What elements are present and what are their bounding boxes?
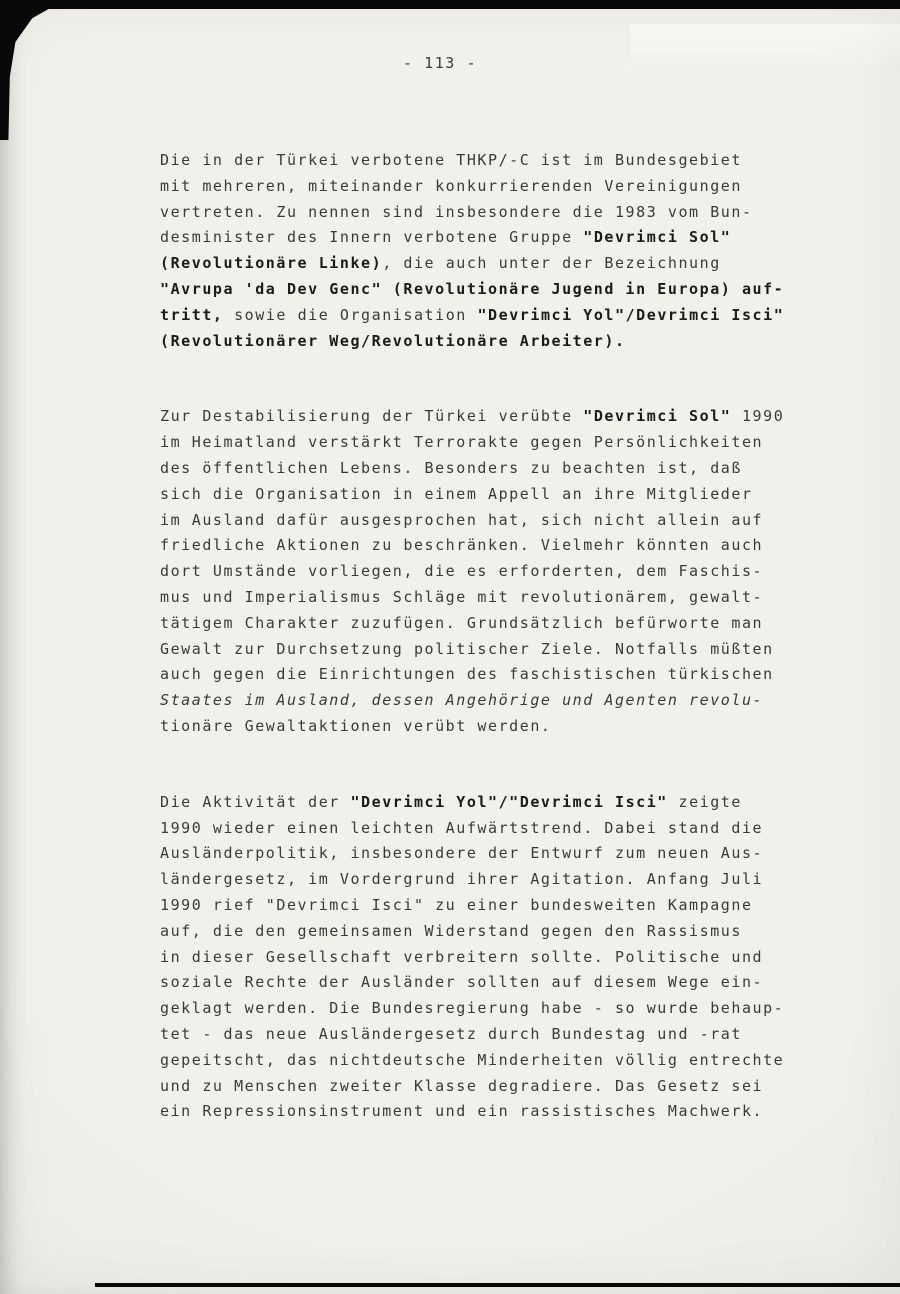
text-segment: , die auch unter der Bezeichnung (382, 254, 721, 273)
text-line (160, 970, 820, 996)
text-line (160, 893, 820, 919)
text-segment: Staates im Ausland, dessen Angehörige und Agenten revolu- (160, 691, 764, 710)
text-segment: gepeitscht, das nichtdeutsche Minderheiten völlig entrechte (160, 1050, 785, 1069)
text-line (160, 996, 820, 1022)
text-line (160, 456, 820, 482)
page-content (160, 50, 820, 1175)
text-segment: Ausländerpolitik, insbesondere der Entwurf zum neuen Aus- (160, 844, 764, 863)
text-segment: zeigte (667, 792, 742, 811)
text-line (160, 225, 820, 251)
scan-corner-artifact (0, 0, 70, 140)
text-segment: vertreten. Zu nennen sind insbesondere die 1983 vom Bun- (160, 202, 753, 221)
text-line (160, 430, 820, 456)
text-line (160, 533, 820, 559)
text-segment: 1990 rief "Devrimci Isci" zu einer bundesweiten Kampagne (160, 895, 753, 914)
text-line (160, 1048, 820, 1074)
text-segment: tionäre Gewaltaktionen verübt werden. (160, 716, 552, 735)
paragraph (160, 790, 820, 1125)
text-line (160, 637, 820, 663)
paragraph (160, 404, 820, 739)
text-line (160, 404, 820, 430)
text-segment: ein Repressionsinstrument und ein rassistisches Machwerk. (160, 1102, 764, 1121)
text-line (160, 790, 820, 816)
paragraph (160, 148, 820, 354)
text-segment: Die Aktivität der (160, 792, 351, 811)
text-line (160, 919, 820, 945)
text-line (160, 841, 820, 867)
text-segment: 1990 wieder einen leichten Aufwärtstrend. Dabei stand die (160, 818, 764, 837)
text-segment: auch gegen die Einrichtungen des faschistischen türkischen (160, 665, 774, 684)
text-segment: sich die Organisation in einem Appell an ihre Mitglieder (160, 484, 753, 503)
text-line (160, 585, 820, 611)
text-segment: desminister des Innern verbotene Gruppe (160, 228, 584, 247)
text-segment: Gewalt zur Durchsetzung politischer Ziele. Notfalls müßten (160, 639, 774, 658)
text-segment: tätigem Charakter zuzufügen. Grundsätzlich befürworte man (160, 613, 764, 632)
text-segment: dort Umstände vorliegen, die es erforderten, dem Faschis- (160, 562, 764, 581)
page-number: - 113 - (402, 54, 478, 72)
text-line (160, 174, 820, 200)
document-text (160, 148, 820, 1125)
text-segment: "Devrimci Yol"/Devrimci Isci" (477, 305, 785, 324)
text-segment: 1990 (731, 407, 785, 426)
text-segment: friedliche Aktionen zu beschränken. Vielmehr könnten auch (160, 536, 764, 555)
text-segment: im Ausland dafür ausgesprochen hat, sich nicht allein auf (160, 510, 764, 529)
text-segment: "Devrimci Yol"/"Devrimci Isci" (350, 792, 668, 811)
text-line (160, 559, 820, 585)
text-line (160, 611, 820, 637)
text-segment: "Avrupa 'da Dev Genc" (Revolutionäre Jugend in Europa) auf- (160, 279, 785, 298)
text-line (160, 508, 820, 534)
text-segment: mit mehreren, miteinander konkurrierenden Vereinigungen (160, 176, 742, 195)
scan-bottom-edge-artifact (95, 1283, 900, 1287)
text-line (160, 816, 820, 842)
text-segment: in dieser Gesellschaft verbreitern sollte. Politische und (160, 947, 764, 966)
text-segment: und zu Menschen zweiter Klasse degradiere. Das Gesetz sei (160, 1076, 764, 1095)
text-line (160, 1074, 820, 1100)
text-segment: Zur Destabilisierung der Türkei verübte (160, 407, 584, 426)
text-line (160, 148, 820, 174)
text-line (160, 329, 820, 355)
text-line (160, 945, 820, 971)
text-line (160, 1022, 820, 1048)
text-line (160, 714, 820, 740)
text-segment: auf, die den gemeinsamen Widerstand gegen den Rassismus (160, 921, 742, 940)
text-segment: "Devrimci Sol" (583, 228, 732, 247)
text-line (160, 662, 820, 688)
text-line (160, 303, 820, 329)
text-segment: geklagt werden. Die Bundesregierung habe - so wurde behaup- (160, 999, 785, 1018)
text-line (160, 200, 820, 226)
text-line (160, 688, 820, 714)
text-line (160, 251, 820, 277)
scan-top-edge-artifact (0, 0, 900, 9)
text-segment: mus und Imperialismus Schläge mit revolutionärem, gewalt- (160, 587, 764, 606)
text-segment: Die in der Türkei verbotene THKP/-C ist im Bundesgebiet (160, 151, 742, 169)
text-segment: soziale Rechte der Ausländer sollten auf diesem Wege ein- (160, 973, 764, 992)
text-segment: "Devrimci Sol" (583, 407, 732, 426)
text-segment: sowie die Organisation (223, 305, 478, 324)
text-segment: (Revolutionärer Weg/Revolutionäre Arbeiter). (160, 331, 626, 350)
text-line (160, 1099, 820, 1125)
text-segment: (Revolutionäre Linke) (160, 254, 383, 273)
text-line (160, 277, 820, 303)
text-segment: tet - das neue Ausländergesetz durch Bundestag und -rat (160, 1024, 742, 1043)
text-segment: des öffentlichen Lebens. Besonders zu beachten ist, daß (160, 458, 742, 477)
text-line (160, 482, 820, 508)
text-segment: tritt, (160, 305, 224, 324)
text-segment: im Heimatland verstärkt Terrorakte gegen Persönlichkeiten (160, 433, 764, 452)
text-segment: ländergesetz, im Vordergrund ihrer Agitation. Anfang Juli (160, 870, 764, 889)
text-line (160, 867, 820, 893)
